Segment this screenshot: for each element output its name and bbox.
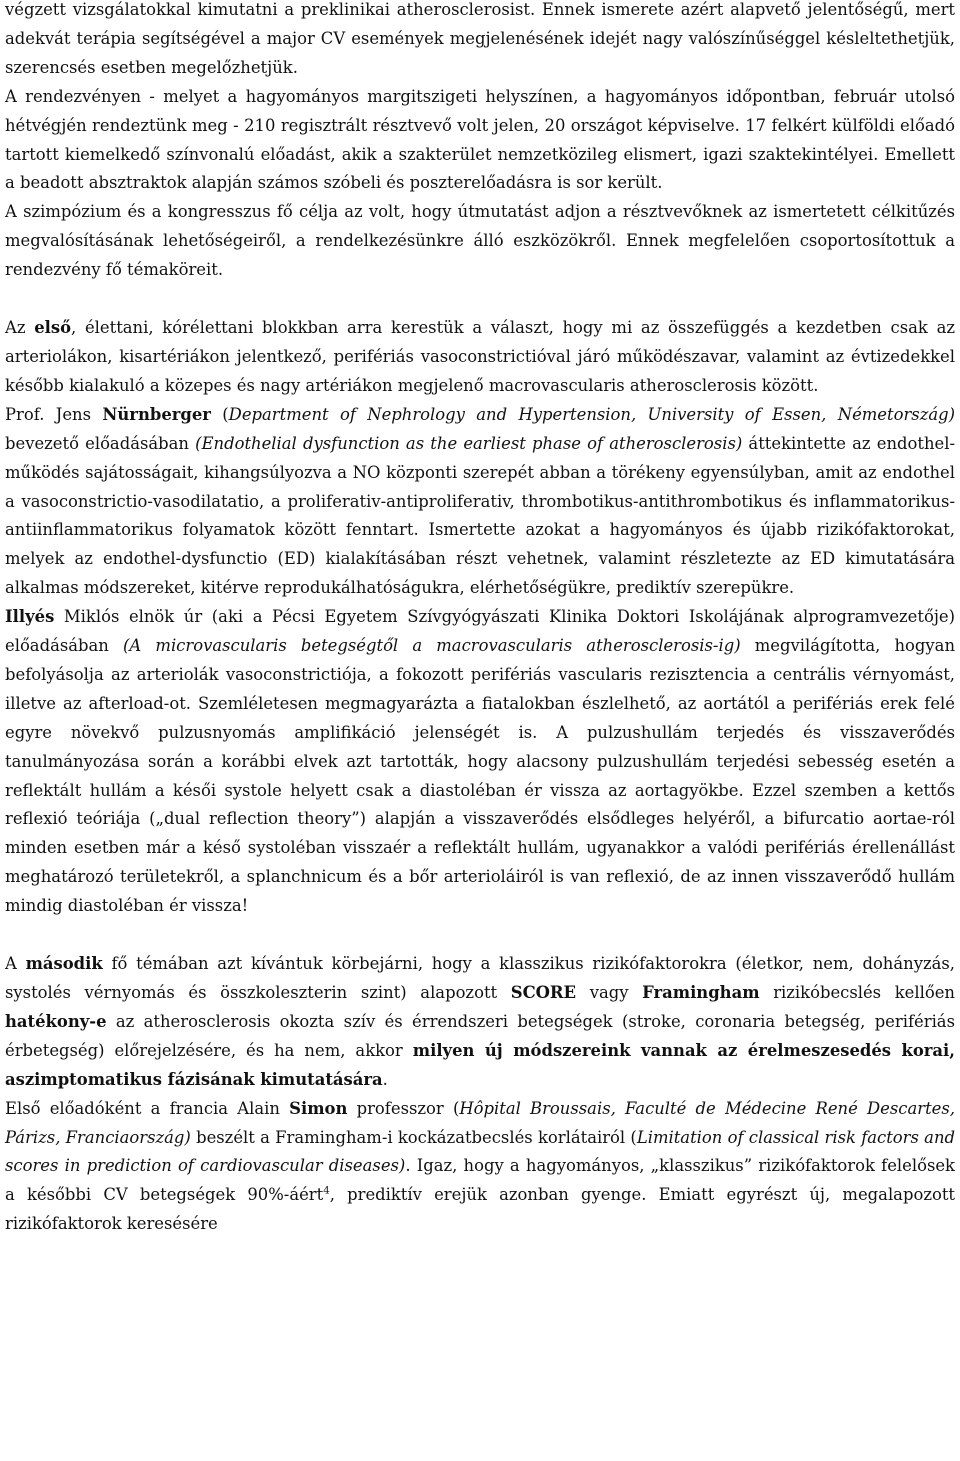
body-paragraph [5,603,955,921]
bold-text: első [34,318,72,338]
text-run: Az [5,318,35,338]
bold-text: második [25,954,103,974]
italic-text: (Endothelial dysfunction as the earliest phase of atherosclerosis) [195,433,743,453]
text-run: Miklós elnök úr (aki a Pécsi Egyetem Szívgyógyászati Klinika Doktori Iskolájának alprogramvezetője) előadásában [5,607,955,656]
bold-text: Illyés [5,607,55,627]
text-run: , élettani, kórélettani blokkban arra kerestük a választ, hogy mi az összefüggés a kezdetben csak az arteriolákon, kisartériákon jelentkező, perifériás vasoconstrictióval járó működészavar, valamint az évtizedekkel később kialakuló a közepes és nagy artériákon megjelenő macrovascularis atherosclerosis között. [5,318,955,395]
bold-text: hatékony-e [5,1011,107,1031]
bold-text: milyen új módszereink vannak az érelmeszesedés korai, aszimptomatikus fázisának kimutatására [5,1040,955,1089]
text-run: A rendezvényen - melyet a hagyományos margitszigeti helyszínen, a hagyományos időpontban, február utolsó hétvégjén rendeztünk meg - 210 regisztrált résztvevő volt jelen, 20 országot képviselve. 17 felkért külföldi előadó tartott kiemelkedő színvonalú előadást, akik a szakterület nemzetközileg elismert, igazi szaktekintélyei. Emellett a beadott absztraktok alapján számos szóbeli és poszterelőadásra is sor került. [5,86,955,193]
text-run: . Igaz, hogy a hagyományos, „klasszikus” rizikófaktorok felelősek a későbbi CV betegségek 90%-áért [5,1156,955,1205]
body-paragraph [5,950,955,1095]
paragraph-gap [5,921,955,950]
text-run: , prediktív erejük azonban gyenge. Emiatt egyrészt új, megalapozott rizikófaktorok keresésére [5,1185,955,1234]
body-paragraph [5,1095,955,1240]
text-run: rizikóbecslés kellően [759,983,955,1002]
text-run: Prof. Jens [5,404,103,424]
footnote-reference: 4 [323,1185,330,1197]
italic-text: (A microvascularis betegségtől a macrovascularis atherosclerosis-ig) [123,636,741,656]
text-run: végzett vizsgálatokkal kimutatni a preklinikai atherosclerosist. Ennek ismerete azért alapvető jelentőségű, mert adekvát terápia segítségével a major CV események megjelenésének idejét nagy valószínűséggel késleltethetjük, szerencsés esetben megelőzhetjük. [5,0,955,77]
bold-text: Nürnberger [102,404,211,424]
body-paragraph [5,0,955,83]
text-run: beszélt a Framingham-i kockázatbecslés korlátairól ( [190,1127,637,1147]
italic-text: Department of Nephrology and Hypertension, University of Essen, Németország) [228,404,956,424]
text-run: A [5,954,26,974]
text-run: áttekintette az endothel-működés sajátosságait, kihangsúlyozva a NO központi szerepét abban a törékeny egyensúlyban, amit az endothel a vasoconstrictio-vasodilatatio, a proliferativ-antiproliferativ, thrombotikus-antithrombotikus és inflammatorikus-antiinflammatorikus folyamatok között fenntart. Ismertette azokat a hagyományos és újabb rizikófaktorokat, melyek az endothel-dysfunctio (ED) kialakításában részt vehetnek, valamint részletezte az ED kimutatására alkalmas módszereket, kitérve reprodukálhatóságukra, elérhetőségükre, prediktív szerepükre. [5,433,955,598]
italic-text: Limitation of classical risk factors and scores in prediction of cardiovascular diseases) [5,1127,956,1176]
bold-text: Framingham [642,983,760,1002]
text-run: fő témában azt kívántuk körbejárni, hogy a klasszikus rizikófaktorokra (életkor, nem, dohányzás, systolés vérnyomás és összkoleszterin szint) alapozott [5,954,955,1002]
body-paragraph [5,314,955,401]
bold-text: SCORE [510,983,577,1002]
text-run: Első előadóként a francia Alain [5,1098,290,1118]
text-run: A szimpózium és a kongresszus fő célja az volt, hogy útmutatást adjon a résztvevőknek az ismertetett célkitűzés megvalósításának lehetőségeiről, a rendelkezésünkre álló eszközökről. Ennek megfelelően csoportosítottuk a rendezvény fő témaköreit. [5,202,955,280]
paragraph-gap [5,285,955,314]
text-run: megvilágította, hogyan befolyásolja az arteriolák vasoconstrictiója, a fokozott perifériás vascularis rezisztencia a centrális vérnyomást, illetve az afterload-ot. Szemléletesen megmagyarázta a fiatalokban észlelhető, az aortától a perifériás erek felé egyre növekvő pulzusnyomás amplifikáció jelenségét is. A pulzushullám terjedés és visszaverődés tanulmányozása során a korábbi elvek azt tartották, hogy alacsony pulzushullám terjedési sebesség esetén a reflektált hullám a késői systole helyett csak a diastoléban ér vissza az aortagyökbe. Ezzel szemben a kettős reflexió teóriája („dual reflection theory”) alapján a visszaverődés elsődleges helyéről, a bifurcatio aortae-ról minden esetben már a késő systoléban visszaér a reflektált hullám, ugyanakkor a valódi perifériás érellenállást meghatározó területekről, a splanchnicum és a bőr arterioláiról is van reflexió, de az innen visszaverődő hullám mindig diastoléban ér vissza! [5,636,956,916]
text-run: az atherosclerosis okozta szív és érrendszeri betegségek (stroke, coronaria betegség, perifériás érbetegség) előrejelzésére, és ha nem, akkor [5,1011,955,1060]
text-run: professzor ( [347,1098,460,1118]
body-paragraph [5,83,955,199]
body-paragraph [5,198,955,285]
text-run: bevezető előadásában [5,433,196,453]
text-run: vagy [576,983,643,1002]
text-run: ( [210,404,229,424]
text-run: . [382,1069,388,1089]
bold-text: Simon [289,1098,348,1118]
body-paragraph [5,401,955,603]
italic-text: Hôpital Broussais, Faculté de Médecine René Descartes, Párizs, Franciaország) [5,1098,955,1147]
